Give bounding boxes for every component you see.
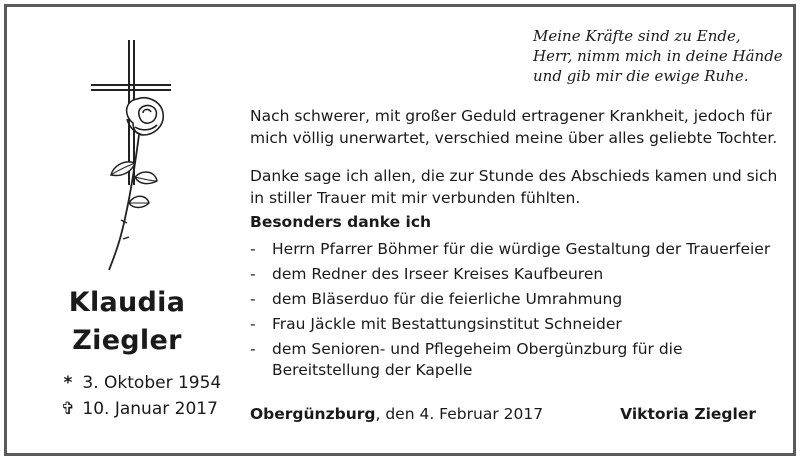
list-item [250,264,792,285]
thanks-heading: Besonders danke ich [250,213,432,231]
list-item-text: dem Redner des Irseer Kreises Kaufbeuren [272,265,604,283]
motto-line: Herr, nimm mich in deine Hände [533,47,783,65]
thanks-list [250,239,792,385]
motto-line: Meine Kräfte sind zu Ende, [533,27,741,45]
motto-line: und gib mir die ewige Ruhe. [533,67,749,85]
announcement-paragraph [250,105,780,149]
right-column [250,7,790,453]
paragraph-line: Danke sage ich allen, die zur Stunde des Abschieds kamen und sich [250,167,778,185]
paragraph-line: mich völlig unerwartet, verschied meine über alles geliebte Tochter. [250,129,778,147]
birth-star-icon: * [63,373,73,393]
list-item [250,239,792,260]
death-date: 10. Januar 2017 [82,399,218,419]
list-dash: - [250,265,256,283]
paragraph-line: Nach schwerer, mit großer Geduld ertragener Krankheit, jedoch für [250,107,772,125]
list-dash: - [250,240,256,258]
list-dash: - [250,315,256,333]
motto-verse [533,26,800,86]
death-cross-icon: ✞ [60,399,76,419]
deceased-last-name: Ziegler [72,325,182,356]
list-item [250,314,792,335]
birth-date: 3. Oktober 1954 [82,373,222,393]
thanks-paragraph [250,165,780,209]
list-dash: - [250,340,256,358]
paragraph-line: in stiller Trauer mit mir verbunden fühlten. [250,189,581,207]
list-item-text: dem Bläserduo für die feierliche Umrahmung [272,290,623,308]
list-dash: - [250,290,256,308]
footer-date: , den 4. Februar 2017 [375,405,544,423]
deceased-first-name: Klaudia [68,287,186,318]
list-item-text: Herrn Pfarrer Böhmer für die würdige Gestaltung der Trauerfeier [272,240,771,258]
place-name: Obergünzburg [250,405,376,423]
list-item [250,339,792,381]
list-item [250,289,792,310]
death-date-row [59,399,218,419]
list-item-text: Frau Jäckle mit Bestattungsinstitut Schneider [272,315,622,333]
birth-date-row [59,373,221,393]
obituary-card [4,4,796,456]
list-item-text: Bereitstellung der Kapelle [272,361,473,379]
left-column [7,7,247,453]
list-item-text: dem Senioren- und Pflegeheim Obergünzburg für die [272,340,683,358]
signature: Viktoria Ziegler [620,405,756,423]
cross-with-rose-icon [77,35,177,275]
